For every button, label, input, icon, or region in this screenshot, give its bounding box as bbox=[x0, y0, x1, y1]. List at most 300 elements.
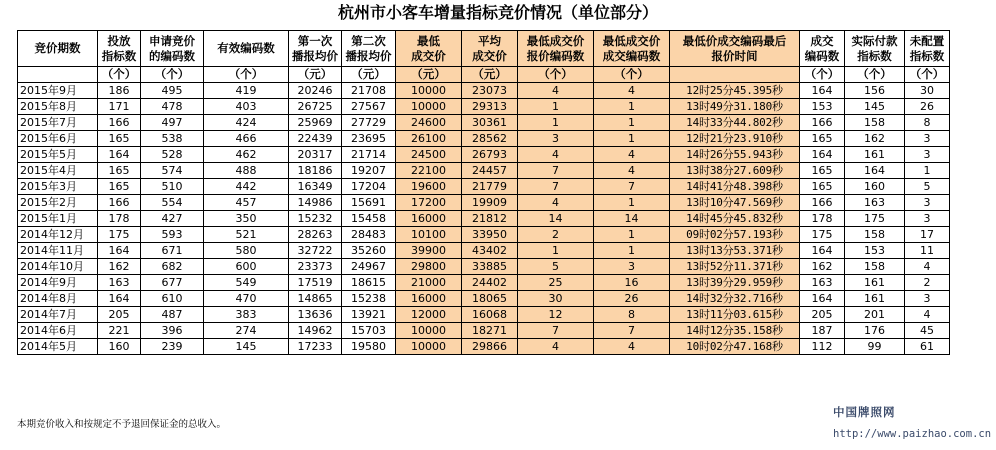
period-cell: 2015年9月 bbox=[18, 83, 98, 99]
table-row bbox=[18, 339, 950, 355]
column-unit bbox=[18, 67, 98, 83]
column-header-line: 指标数 bbox=[857, 48, 892, 63]
column-header-line: 投放 bbox=[107, 33, 131, 48]
table-cell: 3 bbox=[905, 291, 950, 307]
table-cell: 14 bbox=[518, 211, 594, 227]
table-cell: 3 bbox=[905, 131, 950, 147]
column-header-line: 申请竞价 bbox=[149, 33, 195, 48]
table-cell: 1 bbox=[518, 115, 594, 131]
table-cell: 424 bbox=[204, 115, 289, 131]
column-unit: （个） bbox=[905, 67, 950, 83]
table-cell: 18615 bbox=[342, 275, 396, 291]
column-header-line: 指标数 bbox=[101, 48, 137, 63]
column-header-line: 成交价 bbox=[472, 48, 507, 63]
table-cell: 162 bbox=[845, 131, 905, 147]
table-cell: 187 bbox=[800, 323, 845, 339]
column-header-line: 竞价期数 bbox=[34, 41, 81, 55]
table-cell: 677 bbox=[141, 275, 204, 291]
table-cell: 30 bbox=[905, 83, 950, 99]
table-cell: 8 bbox=[905, 115, 950, 131]
column-unit: （个） bbox=[845, 67, 905, 83]
column-header bbox=[905, 31, 950, 67]
column-header bbox=[289, 31, 342, 67]
table-cell: 24457 bbox=[462, 163, 518, 179]
period-cell: 2015年8月 bbox=[18, 99, 98, 115]
table-cell: 19600 bbox=[396, 179, 462, 195]
column-unit bbox=[670, 67, 800, 83]
column-header-line: 最低成交价 bbox=[602, 33, 661, 48]
table-cell: 30361 bbox=[462, 115, 518, 131]
table-cell: 580 bbox=[204, 243, 289, 259]
table-cell: 165 bbox=[98, 163, 141, 179]
table-cell: 1 bbox=[594, 115, 670, 131]
table-cell: 14865 bbox=[289, 291, 342, 307]
table-cell: 13921 bbox=[342, 307, 396, 323]
table-cell: 13636 bbox=[289, 307, 342, 323]
table-body bbox=[18, 83, 950, 355]
table-cell: 145 bbox=[845, 99, 905, 115]
table-cell: 205 bbox=[98, 307, 141, 323]
table-cell: 17 bbox=[905, 227, 950, 243]
period-cell: 2014年10月 bbox=[18, 259, 98, 275]
column-header bbox=[342, 31, 396, 67]
table-cell: 158 bbox=[845, 115, 905, 131]
table-cell: 26100 bbox=[396, 131, 462, 147]
table-row bbox=[18, 323, 950, 339]
table-cell: 160 bbox=[845, 179, 905, 195]
table-cell: 24402 bbox=[462, 275, 518, 291]
table-cell: 487 bbox=[141, 307, 204, 323]
table-cell: 16068 bbox=[462, 307, 518, 323]
table-cell: 20317 bbox=[289, 147, 342, 163]
column-header-line: 有效编码数 bbox=[217, 41, 275, 55]
table-row bbox=[18, 99, 950, 115]
table-cell: 3 bbox=[905, 211, 950, 227]
column-unit: （个） bbox=[98, 67, 141, 83]
column-unit: （个） bbox=[800, 67, 845, 83]
period-cell: 2015年3月 bbox=[18, 179, 98, 195]
period-cell: 2014年9月 bbox=[18, 275, 98, 291]
table-cell: 166 bbox=[98, 115, 141, 131]
table-cell: 671 bbox=[141, 243, 204, 259]
table-cell: 10000 bbox=[396, 339, 462, 355]
column-header bbox=[396, 31, 462, 67]
table-cell: 274 bbox=[204, 323, 289, 339]
period-cell: 2014年12月 bbox=[18, 227, 98, 243]
period-cell: 2015年7月 bbox=[18, 115, 98, 131]
table-cell: 10100 bbox=[396, 227, 462, 243]
table-cell: 160 bbox=[98, 339, 141, 355]
table-cell: 13时13分53.371秒 bbox=[670, 243, 800, 259]
table-cell: 221 bbox=[98, 323, 141, 339]
table-row bbox=[18, 211, 950, 227]
table-cell: 24500 bbox=[396, 147, 462, 163]
table-cell: 15232 bbox=[289, 211, 342, 227]
column-header bbox=[518, 31, 594, 67]
column-header-line: 编码数 bbox=[804, 48, 840, 63]
table-cell: 4 bbox=[905, 259, 950, 275]
table-cell: 29800 bbox=[396, 259, 462, 275]
table-cell: 28562 bbox=[462, 131, 518, 147]
table-cell: 26725 bbox=[289, 99, 342, 115]
column-header bbox=[800, 31, 845, 67]
table-cell: 383 bbox=[204, 307, 289, 323]
table-cell: 25969 bbox=[289, 115, 342, 131]
watermark-site-name: 中国牌照网 bbox=[833, 405, 896, 419]
table-cell: 466 bbox=[204, 131, 289, 147]
table-cell: 175 bbox=[845, 211, 905, 227]
table-cell: 24967 bbox=[342, 259, 396, 275]
table-cell: 7 bbox=[518, 179, 594, 195]
table-cell: 1 bbox=[594, 99, 670, 115]
table-cell: 17233 bbox=[289, 339, 342, 355]
table-row bbox=[18, 259, 950, 275]
period-cell: 2015年2月 bbox=[18, 195, 98, 211]
table-cell: 5 bbox=[518, 259, 594, 275]
table-cell: 14962 bbox=[289, 323, 342, 339]
footnote: 本期竞价收入和按规定不予退回保证金的总收入。 bbox=[17, 419, 227, 430]
table-cell: 350 bbox=[204, 211, 289, 227]
table-cell: 7 bbox=[518, 323, 594, 339]
table-cell: 163 bbox=[800, 275, 845, 291]
table-cell: 11 bbox=[905, 243, 950, 259]
table-cell: 403 bbox=[204, 99, 289, 115]
table-cell: 27567 bbox=[342, 99, 396, 115]
table-cell: 15691 bbox=[342, 195, 396, 211]
table-row bbox=[18, 131, 950, 147]
bidding-results-table bbox=[17, 30, 950, 355]
table-cell: 13时52分11.371秒 bbox=[670, 259, 800, 275]
table-cell: 164 bbox=[98, 147, 141, 163]
table-cell: 164 bbox=[800, 243, 845, 259]
table-cell: 14时26分55.943秒 bbox=[670, 147, 800, 163]
column-header bbox=[141, 31, 204, 67]
table-cell: 3 bbox=[905, 147, 950, 163]
table-cell: 32722 bbox=[289, 243, 342, 259]
table-cell: 28263 bbox=[289, 227, 342, 243]
table-cell: 21812 bbox=[462, 211, 518, 227]
table-cell: 175 bbox=[98, 227, 141, 243]
table-cell: 4 bbox=[905, 307, 950, 323]
table-cell: 4 bbox=[594, 147, 670, 163]
table-cell: 10000 bbox=[396, 83, 462, 99]
table-cell: 4 bbox=[594, 339, 670, 355]
table-cell: 396 bbox=[141, 323, 204, 339]
table-cell: 29866 bbox=[462, 339, 518, 355]
table-row bbox=[18, 291, 950, 307]
table-cell: 25 bbox=[518, 275, 594, 291]
table-cell: 7 bbox=[518, 163, 594, 179]
table-cell: 12时25分45.395秒 bbox=[670, 83, 800, 99]
table-cell: 19207 bbox=[342, 163, 396, 179]
table-cell: 19580 bbox=[342, 339, 396, 355]
table-cell: 178 bbox=[800, 211, 845, 227]
table-cell: 10时02分47.168秒 bbox=[670, 339, 800, 355]
table-cell: 18065 bbox=[462, 291, 518, 307]
table-cell: 528 bbox=[141, 147, 204, 163]
table-cell: 165 bbox=[98, 179, 141, 195]
table-row bbox=[18, 179, 950, 195]
table-cell: 23373 bbox=[289, 259, 342, 275]
table-cell: 165 bbox=[800, 163, 845, 179]
table-cell: 18271 bbox=[462, 323, 518, 339]
table-cell: 521 bbox=[204, 227, 289, 243]
table-cell: 1 bbox=[594, 227, 670, 243]
column-unit: （个） bbox=[204, 67, 289, 83]
table-cell: 158 bbox=[845, 259, 905, 275]
table-row bbox=[18, 195, 950, 211]
table-cell: 176 bbox=[845, 323, 905, 339]
table-row bbox=[18, 275, 950, 291]
column-header-line: 第一次 bbox=[297, 33, 333, 48]
table-cell: 462 bbox=[204, 147, 289, 163]
table-cell: 14986 bbox=[289, 195, 342, 211]
table-cell: 17519 bbox=[289, 275, 342, 291]
table-cell: 239 bbox=[141, 339, 204, 355]
column-header-line: 实际付款 bbox=[851, 33, 898, 48]
table-cell: 593 bbox=[141, 227, 204, 243]
column-unit: （个） bbox=[594, 67, 670, 83]
table-cell: 442 bbox=[204, 179, 289, 195]
column-header-line: 的编码数 bbox=[149, 48, 195, 63]
table-cell: 158 bbox=[845, 227, 905, 243]
table-cell: 1 bbox=[594, 131, 670, 147]
table-cell: 1 bbox=[594, 195, 670, 211]
table-cell: 18186 bbox=[289, 163, 342, 179]
table-cell: 23695 bbox=[342, 131, 396, 147]
period-cell: 2014年7月 bbox=[18, 307, 98, 323]
table-cell: 554 bbox=[141, 195, 204, 211]
table-cell: 427 bbox=[141, 211, 204, 227]
table-cell: 20246 bbox=[289, 83, 342, 99]
table-cell: 4 bbox=[594, 163, 670, 179]
table-cell: 15703 bbox=[342, 323, 396, 339]
column-header-line: 第二次 bbox=[351, 33, 386, 48]
table-cell: 21779 bbox=[462, 179, 518, 195]
table-cell: 16000 bbox=[396, 291, 462, 307]
table-cell: 470 bbox=[204, 291, 289, 307]
table-cell: 12时21分23.910秒 bbox=[670, 131, 800, 147]
table-cell: 2 bbox=[905, 275, 950, 291]
column-unit: （元） bbox=[462, 67, 518, 83]
table-cell: 09时02分57.193秒 bbox=[670, 227, 800, 243]
table-cell: 14 bbox=[594, 211, 670, 227]
table-cell: 16 bbox=[594, 275, 670, 291]
table-cell: 3 bbox=[594, 259, 670, 275]
table-cell: 165 bbox=[98, 131, 141, 147]
table-cell: 163 bbox=[98, 275, 141, 291]
table-cell: 1 bbox=[518, 99, 594, 115]
column-header-line: 指标数 bbox=[909, 48, 945, 63]
table-cell: 1 bbox=[518, 243, 594, 259]
column-unit: （个） bbox=[518, 67, 594, 83]
table-cell: 16000 bbox=[396, 211, 462, 227]
table-cell: 478 bbox=[141, 99, 204, 115]
table-cell: 23073 bbox=[462, 83, 518, 99]
table-cell: 13时11分03.615秒 bbox=[670, 307, 800, 323]
column-header-line: 未配置 bbox=[909, 33, 945, 48]
table-cell: 156 bbox=[845, 83, 905, 99]
table-cell: 166 bbox=[98, 195, 141, 211]
column-header-line: 成交 bbox=[810, 33, 834, 48]
table-cell: 26 bbox=[905, 99, 950, 115]
table-cell: 17200 bbox=[396, 195, 462, 211]
table-cell: 419 bbox=[204, 83, 289, 99]
table-cell: 497 bbox=[141, 115, 204, 131]
table-cell: 26793 bbox=[462, 147, 518, 163]
watermark-url: http://www.paizhao.com.cn bbox=[833, 428, 992, 440]
table-cell: 1 bbox=[905, 163, 950, 179]
table-row bbox=[18, 163, 950, 179]
table-cell: 14时33分44.802秒 bbox=[670, 115, 800, 131]
table-cell: 99 bbox=[845, 339, 905, 355]
table-cell: 21714 bbox=[342, 147, 396, 163]
table-cell: 4 bbox=[518, 339, 594, 355]
table-cell: 29313 bbox=[462, 99, 518, 115]
table-cell: 186 bbox=[98, 83, 141, 99]
table-cell: 8 bbox=[594, 307, 670, 323]
table-cell: 4 bbox=[518, 83, 594, 99]
table-cell: 3 bbox=[905, 195, 950, 211]
table-cell: 161 bbox=[845, 275, 905, 291]
table-cell: 538 bbox=[141, 131, 204, 147]
table-cell: 2 bbox=[518, 227, 594, 243]
table-cell: 161 bbox=[845, 291, 905, 307]
table-row bbox=[18, 115, 950, 131]
column-unit: （元） bbox=[396, 67, 462, 83]
table-cell: 22439 bbox=[289, 131, 342, 147]
table-cell: 164 bbox=[98, 291, 141, 307]
table-row bbox=[18, 147, 950, 163]
table-cell: 1 bbox=[594, 243, 670, 259]
table-cell: 164 bbox=[800, 83, 845, 99]
table-cell: 164 bbox=[800, 147, 845, 163]
table-cell: 33950 bbox=[462, 227, 518, 243]
column-header bbox=[594, 31, 670, 67]
table-cell: 175 bbox=[800, 227, 845, 243]
table-row bbox=[18, 307, 950, 323]
table-row bbox=[18, 83, 950, 99]
table-cell: 5 bbox=[905, 179, 950, 195]
table-cell: 4 bbox=[594, 83, 670, 99]
table-cell: 13时39分29.959秒 bbox=[670, 275, 800, 291]
table-cell: 16349 bbox=[289, 179, 342, 195]
table-cell: 27729 bbox=[342, 115, 396, 131]
table-cell: 15458 bbox=[342, 211, 396, 227]
table-cell: 7 bbox=[594, 179, 670, 195]
table-cell: 26 bbox=[594, 291, 670, 307]
column-header-line: 最低成交价 bbox=[526, 33, 585, 48]
table-cell: 13时10分47.569秒 bbox=[670, 195, 800, 211]
table-cell: 24600 bbox=[396, 115, 462, 131]
table-cell: 12 bbox=[518, 307, 594, 323]
table-cell: 166 bbox=[800, 195, 845, 211]
table-cell: 574 bbox=[141, 163, 204, 179]
column-header-line: 成交编码数 bbox=[602, 48, 661, 63]
table-cell: 45 bbox=[905, 323, 950, 339]
column-header bbox=[462, 31, 518, 67]
table-cell: 112 bbox=[800, 339, 845, 355]
table-cell: 61 bbox=[905, 339, 950, 355]
table-cell: 549 bbox=[204, 275, 289, 291]
column-header-line: 最低价成交编码最后 bbox=[682, 33, 787, 48]
table-cell: 15238 bbox=[342, 291, 396, 307]
table-cell: 13时38分27.609秒 bbox=[670, 163, 800, 179]
period-cell: 2015年5月 bbox=[18, 147, 98, 163]
table-cell: 495 bbox=[141, 83, 204, 99]
column-header bbox=[98, 31, 141, 67]
table-cell: 17204 bbox=[342, 179, 396, 195]
table-cell: 12000 bbox=[396, 307, 462, 323]
period-cell: 2014年6月 bbox=[18, 323, 98, 339]
table-cell: 10000 bbox=[396, 99, 462, 115]
table-cell: 510 bbox=[141, 179, 204, 195]
page-title: 杭州市小客车增量指标竞价情况（单位部分） bbox=[337, 3, 658, 22]
table-cell: 178 bbox=[98, 211, 141, 227]
table-cell: 14时45分45.832秒 bbox=[670, 211, 800, 227]
table-cell: 165 bbox=[800, 179, 845, 195]
column-unit: （个） bbox=[141, 67, 204, 83]
period-cell: 2014年11月 bbox=[18, 243, 98, 259]
table-cell: 164 bbox=[845, 163, 905, 179]
table-row bbox=[18, 227, 950, 243]
table-cell: 7 bbox=[594, 323, 670, 339]
column-header bbox=[204, 31, 289, 67]
table-row bbox=[18, 243, 950, 259]
table-cell: 19909 bbox=[462, 195, 518, 211]
table-cell: 21708 bbox=[342, 83, 396, 99]
column-header-line: 报价时间 bbox=[711, 48, 758, 63]
column-header-line: 报价编码数 bbox=[526, 48, 585, 63]
table-cell: 35260 bbox=[342, 243, 396, 259]
period-cell: 2015年1月 bbox=[18, 211, 98, 227]
column-header bbox=[18, 31, 98, 67]
table-cell: 205 bbox=[800, 307, 845, 323]
period-cell: 2015年4月 bbox=[18, 163, 98, 179]
table-cell: 28483 bbox=[342, 227, 396, 243]
table-cell: 4 bbox=[518, 147, 594, 163]
column-unit: （元） bbox=[289, 67, 342, 83]
table-cell: 43402 bbox=[462, 243, 518, 259]
column-header-line: 平均 bbox=[478, 33, 501, 48]
table-cell: 21000 bbox=[396, 275, 462, 291]
table-cell: 165 bbox=[800, 131, 845, 147]
table-cell: 39900 bbox=[396, 243, 462, 259]
table-cell: 488 bbox=[204, 163, 289, 179]
column-header bbox=[845, 31, 905, 67]
table-cell: 682 bbox=[141, 259, 204, 275]
column-header-line: 最低 bbox=[417, 33, 440, 48]
table-cell: 153 bbox=[845, 243, 905, 259]
table-header bbox=[18, 31, 950, 83]
table-cell: 4 bbox=[518, 195, 594, 211]
period-cell: 2014年5月 bbox=[18, 339, 98, 355]
table-cell: 162 bbox=[98, 259, 141, 275]
table-cell: 161 bbox=[845, 147, 905, 163]
table-cell: 22100 bbox=[396, 163, 462, 179]
table-cell: 162 bbox=[800, 259, 845, 275]
period-cell: 2014年8月 bbox=[18, 291, 98, 307]
column-header bbox=[670, 31, 800, 67]
table-cell: 10000 bbox=[396, 323, 462, 339]
table-cell: 610 bbox=[141, 291, 204, 307]
column-header-line: 播报均价 bbox=[345, 48, 392, 63]
table-cell: 166 bbox=[800, 115, 845, 131]
column-header-line: 成交价 bbox=[411, 48, 446, 63]
table-cell: 30 bbox=[518, 291, 594, 307]
period-cell: 2015年6月 bbox=[18, 131, 98, 147]
table-cell: 14时12分35.158秒 bbox=[670, 323, 800, 339]
